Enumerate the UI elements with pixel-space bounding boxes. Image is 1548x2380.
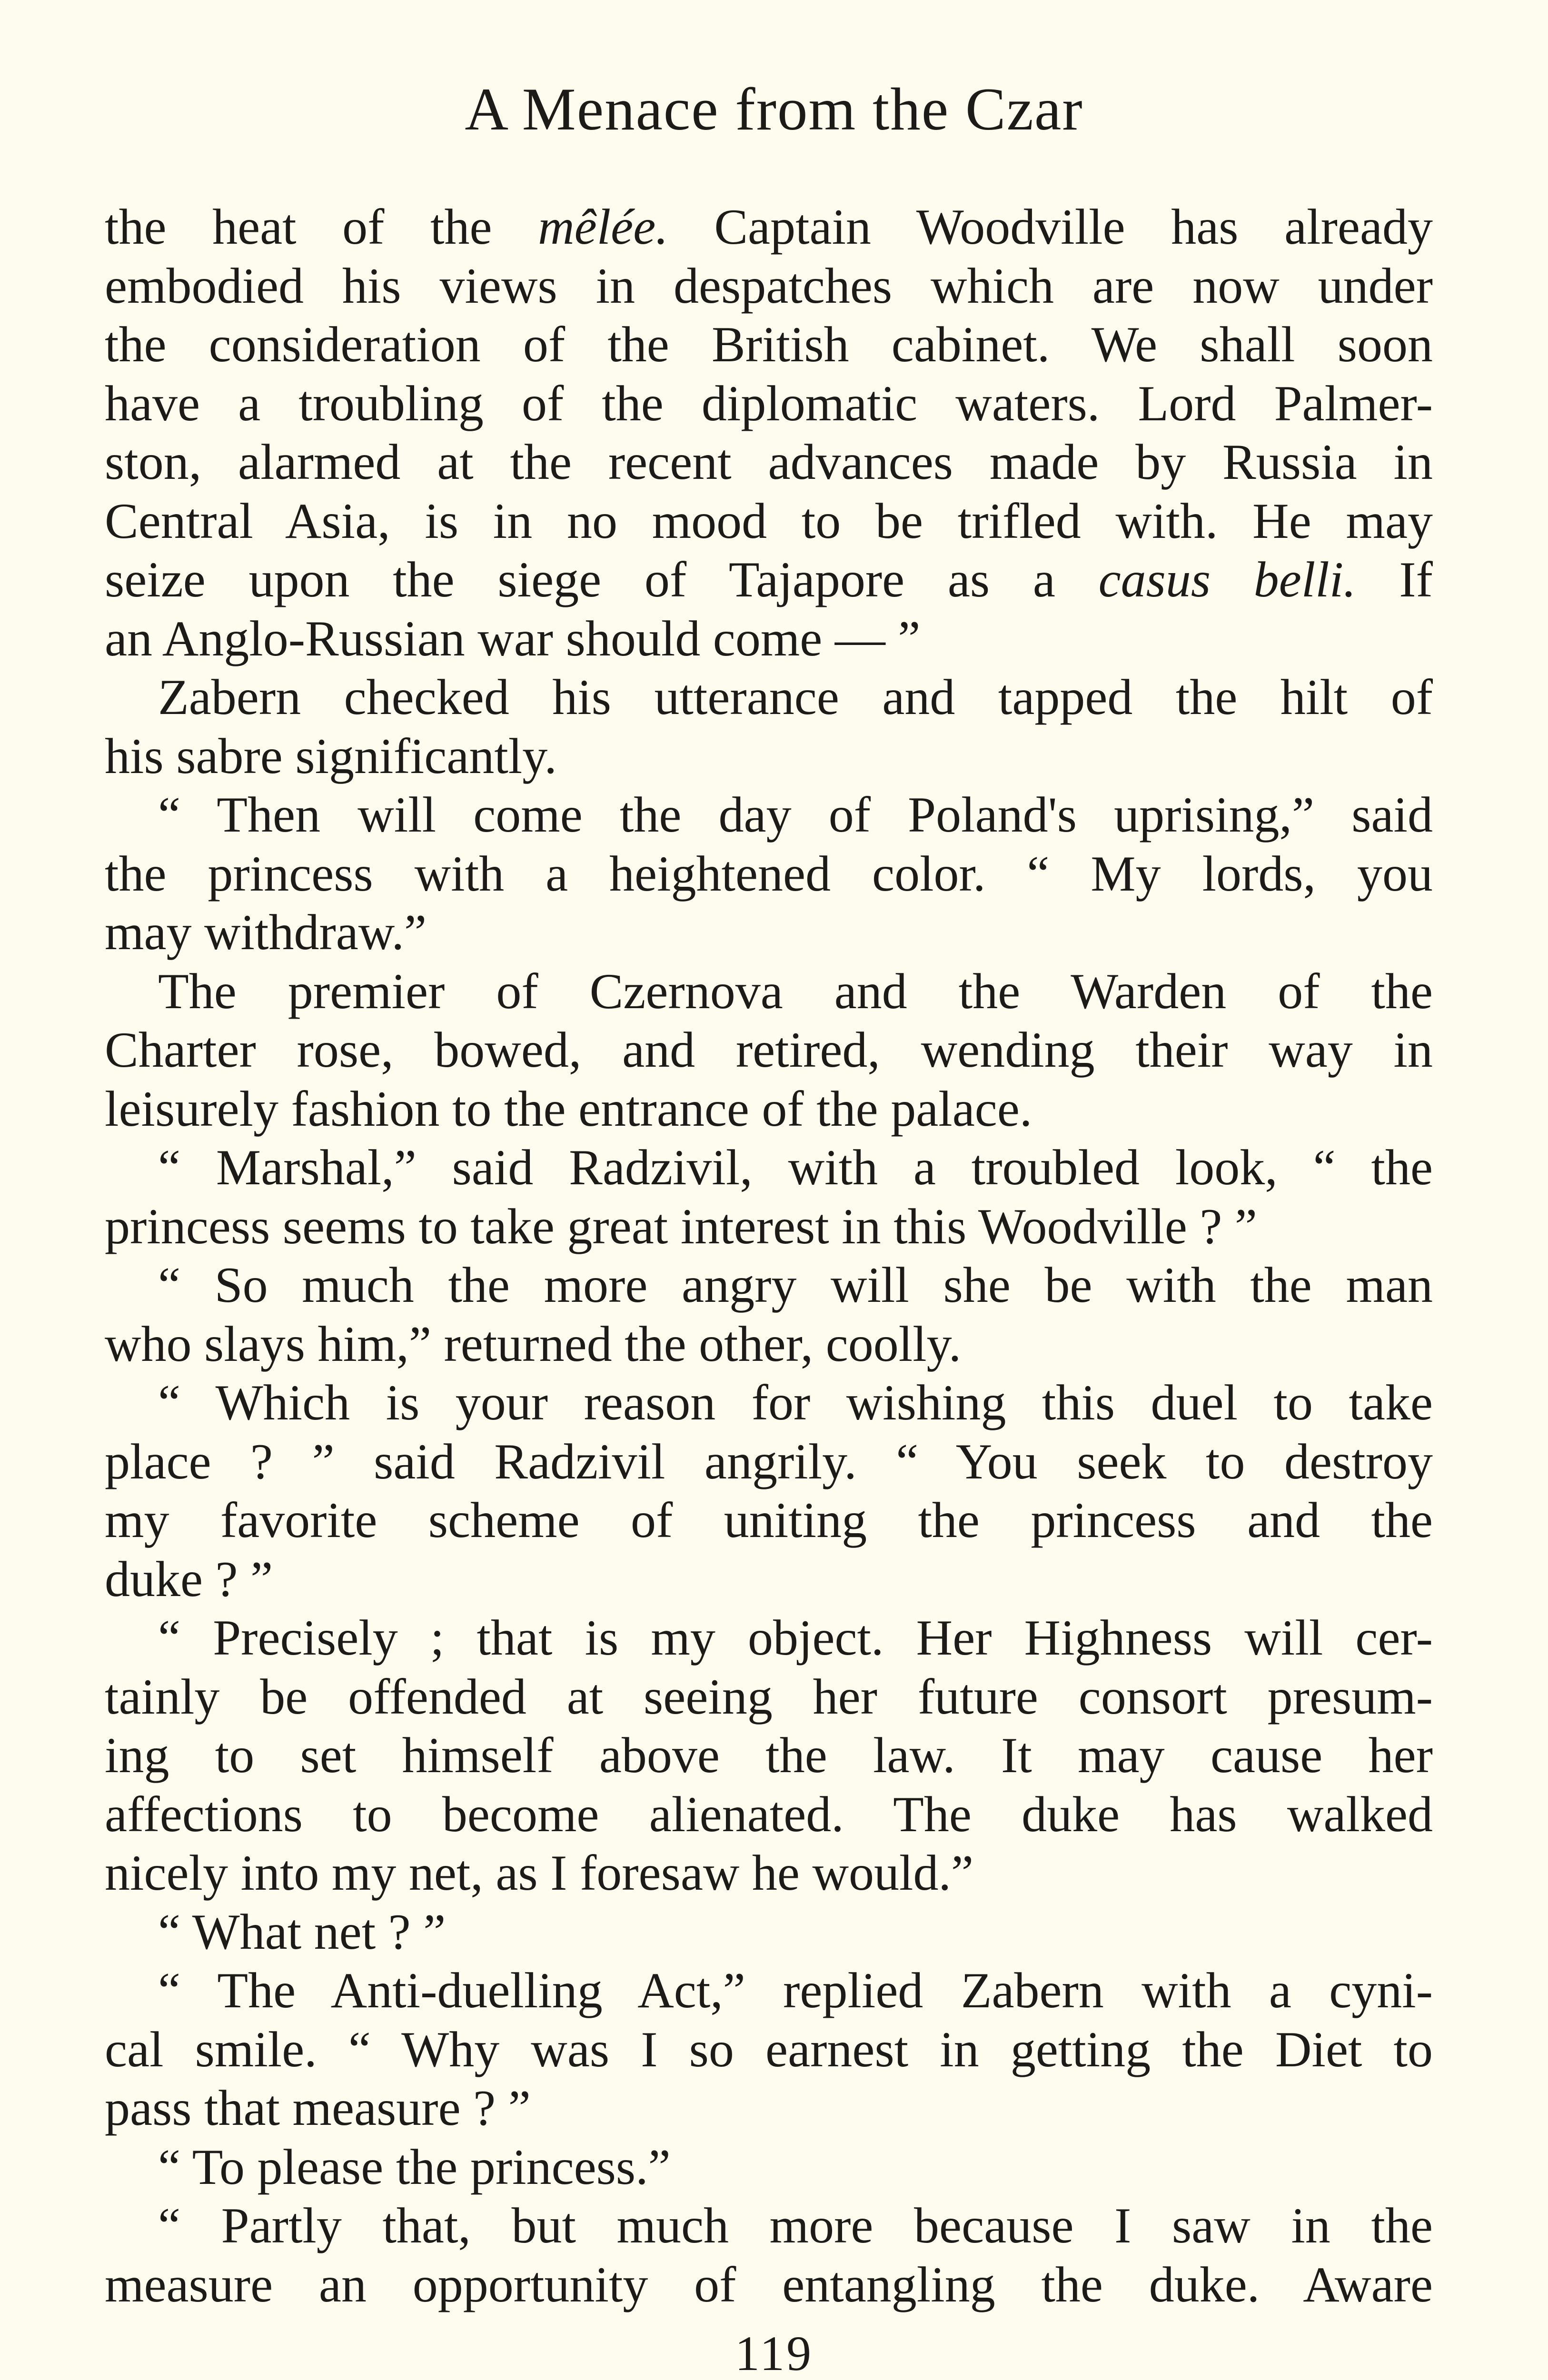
text-line: may withdraw.” [105,904,427,960]
page-number: 119 [734,2326,814,2380]
text-line: measure an opportunity of entangling the duke. Aware [105,2256,1433,2312]
text-line: “ Then will come the day of Poland's uprising,” said [158,787,1433,843]
text-line: the heat of the mêlée. Captain Woodville has already [105,199,1433,255]
text-line: leisurely fashion to the entrance of the palace. [105,1081,1032,1137]
text-line: “ To please the princess.” [158,2139,671,2195]
text-line: ing to set himself above the law. It may cause her [105,1727,1433,1783]
text-line: pass that measure ? ” [105,2080,531,2136]
text-line: “ The Anti-duelling Act,” replied Zabern with a cyni- [158,1963,1433,2018]
text-line: “ So much the more angry will she be with the man [158,1257,1433,1313]
italic-phrase: casus belli. [1098,552,1356,607]
body-text [105,198,1433,2314]
italic-phrase: mêlée. [538,199,668,255]
text-line: The premier of Czernova and the Warden of the [158,963,1433,1019]
text-line: Zabern checked his utterance and tapped the hilt of [158,669,1433,725]
text-line: who slays him,” returned the other, coolly. [105,1316,962,1372]
text-line: “ Marshal,” said Radzivil, with a troubled look, “ the [158,1140,1433,1195]
text-line: ston, alarmed at the recent advances made by Russia in [105,434,1433,490]
text-line: “ Which is your reason for wishing this duel to take [158,1375,1433,1430]
text-line: place ? ” said Radzivil angrily. “ You seek to destroy [105,1433,1433,1489]
running-head: A Menace from the Czar [465,76,1083,143]
text-line: Central Asia, is in no mood to be trifled with. He may [105,493,1433,549]
text-line: “ Partly that, but much more because I saw in the [158,2198,1433,2253]
text-line: the consideration of the British cabinet. We shall soon [105,317,1433,372]
text-line: the princess with a heightened color. “ My lords, you [105,845,1433,902]
text-line: “ Precisely ; that is my object. Her Highness will cer- [158,1610,1433,1666]
text-line: tainly be offended at seeing her future consort presum- [105,1668,1433,1725]
text-line: princess seems to take great interest in this Woodville ? ” [105,1198,1257,1254]
text-line: cal smile. “ Why was I so earnest in getting the Diet to [105,2021,1433,2077]
text-line: seize upon the siege of Tajapore as a casus belli. If [105,552,1433,607]
text-line: my favorite scheme of uniting the princess and the [105,1492,1433,1548]
text-line: nicely into my net, as I foresaw he would.” [105,1845,974,1901]
text-line: have a troubling of the diplomatic waters. Lord Palmer- [105,375,1433,431]
text-line: duke ? ” [105,1551,273,1607]
text-line: his sabre significantly. [105,728,557,784]
text-line: embodied his views in despatches which are now under [105,258,1433,314]
text-line: an Anglo-Russian war should come — ” [105,610,921,666]
text-line: affections to become alienated. The duke has walked [105,1786,1433,1842]
text-line: “ What net ? ” [158,1904,446,1960]
text-line: Charter rose, bowed, and retired, wending their way in [105,1022,1433,1078]
